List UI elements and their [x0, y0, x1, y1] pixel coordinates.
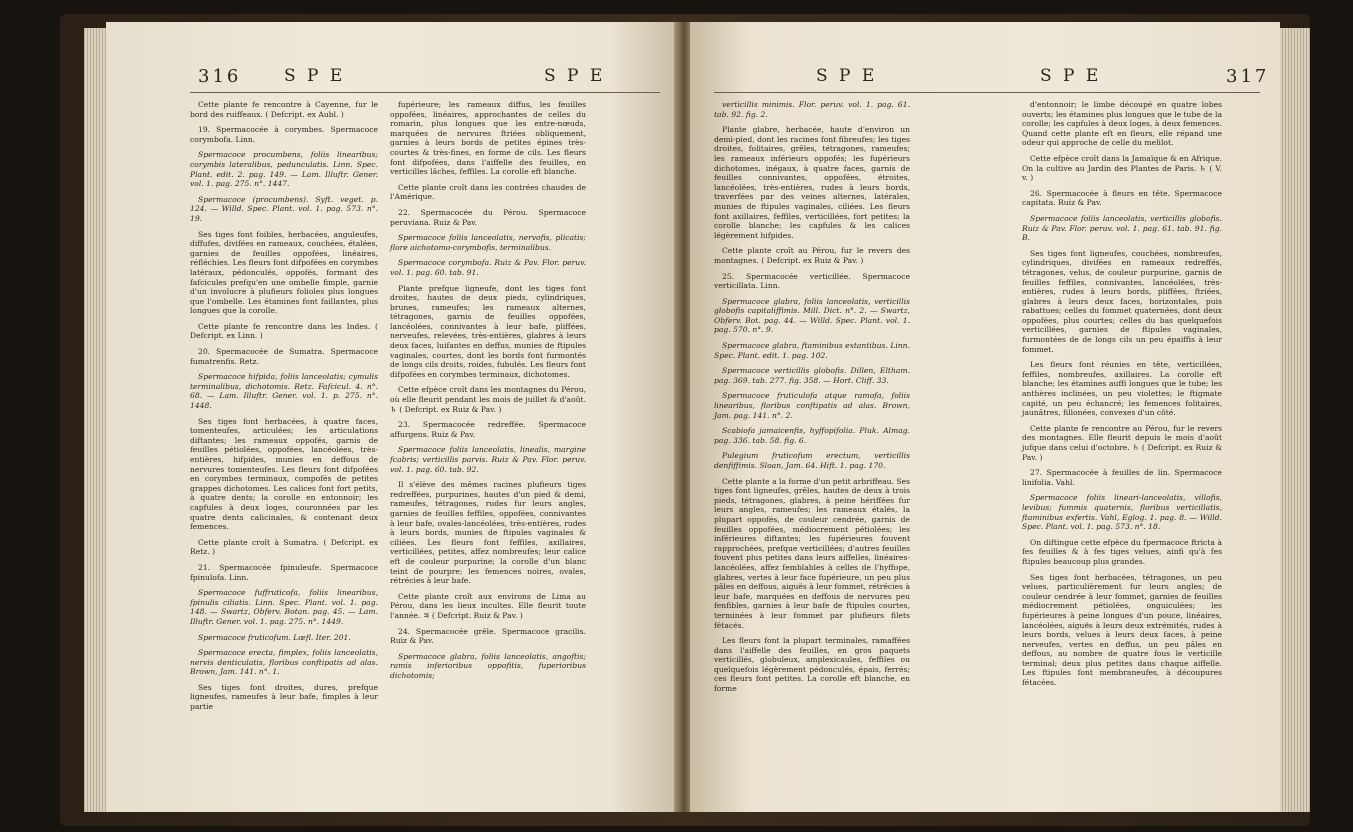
col2-para: Spermacoce foliis lanceolatis, nervofis, plicatis; flore aichotomo-corymbofis, terminalibus. [390, 233, 586, 252]
column-4 [1022, 100, 1222, 694]
col2-para: Cette plante croît aux environs de Lima au Pérou, dans les lieux incultes. Elle fleurit toute l'année. ♃ ( Defcript. Ruiz & Pav. ) [390, 591, 586, 620]
col3-para: verticillis minimis. Flor. peruv. vol. 1. pag. 61. tab. 92. fig. 2. [714, 100, 910, 119]
right-header-rule [714, 92, 1260, 93]
col3-para: Spermacoce fruticulofa atque ramofa, foliis linearibus, floribus conftipatis ad alas. Brown, Jam. pag. 141. n°. 2. [714, 391, 910, 420]
col4-para: Spermacoce foliis lanceolatis, verticillis globofis. Ruiz & Pav. Flor. peruv. vol. 1. pag. 61. tab. 91. fig. B. [1022, 213, 1222, 243]
col2-para: Cette efpèce croît dans les montagnes du Pérou, où elle fleurit pendant les mois de juillet & d'août. ♄ ( Defcript. ex Ruiz & Pav. ) [390, 385, 586, 414]
col3-para: Spermacoce glabra, ftaminibus extantibus. Linn. Spec. Plant. edit. 1. pag. 102. [714, 341, 910, 360]
col3-para: Les fleurs font la plupart terminales, ramaffées dans l'aiffelle des feuilles, en gros paquets verticillés, globuleux, amplexicaules, feffiles ou quelquefois légèrement pédonculés, épais, ferrés; ces fleurs font petites. La corolle eft blanche, en forme [714, 636, 910, 694]
col2-para: Plante prefque ligneufe, dont les tiges font droites, hautes de deux pieds, cylindriques, brunes, rameufes; les rameaux alternes, tétragones, garnis de feuilles oppofées, lancéolées, connivantes à leur bafe, pliffées, nerveufes, relevées, très-entières, glabres à leurs deux faces, luifantes en deffus, munies de ftipules vaginales, courtes, dont les bords font furmontés de longs cils droits, roides, fubulés. Les fleurs font difpofées en corymbes terminaux, dichotomes. [390, 283, 586, 379]
left-page-edges [84, 28, 108, 812]
col3-para: Pulegium fruticofum erectum, verticillis denfiffimis. Sloan, Jam. 64. Hift. 1. pag. 170. [714, 451, 910, 470]
col4-para: Les fleurs font réunies en tête, verticillées, feffiles, nombreufes, axillaires. La corolle eft blanche; les étamines auffi longues que le tube; les anthères inclinées, un peu violettes; le ftigmate capité, un peu échancré; les femences folitaires, jaunâtres, fillonées, convexes d'un côté. [1022, 360, 1222, 418]
column-1 [190, 100, 378, 718]
right-page-edges [1280, 28, 1310, 812]
col3-para: 25. Spermacocée verticillée. Spermacoce verticillata. Linn. [714, 271, 910, 291]
col1-para: Spermacoce fuffruticofa, foliis linearibus, fpinulis ciliatis. Linn. Spec. Plant. vol. 1. pag. 148. — Swartz, Obferv. Botan. pag. 45. — Lam. Illuftr. Gener. vol. 1. pag. 275. n°. 1449. [190, 588, 378, 626]
right-page-number: 317 [1226, 66, 1270, 87]
col2-para: Spermacoce corymbofa. Ruiz & Pav. Flor. peruv. vol. 1. pag. 60. tab. 91. [390, 258, 586, 277]
left-running-title: S P E [284, 66, 346, 86]
col4-para: Spermacoce foliis lineari-lanceolatis, villofis, levibus; fummis quaternis, floribus verticillatis, ftaminibus exfertis. Vahl, Eglog. 1. pag. 8. — Willd. Spec. Plant. vol. 1. pag. 573. n°. 18. [1022, 493, 1222, 532]
column-2 [390, 100, 586, 686]
col3-para: Scabiofa jamaicenfis, hyffopifolia. Pluk. Almag. pag. 336. tab. 58. fig. 6. [714, 426, 910, 445]
col3-para: Spermacoce glabra, foliis lanceolatis, verticillis globofis capitaliffimis. Mill. Dict. n°. 2. — Swartz, Obferv. Bot. pag. 44. — Willd. Spec. Plant. vol. 1. pag. 570. n°. 9. [714, 296, 910, 335]
col2-para: Spermacoce foliis lanceolatis, linealis, margine fcabris; verticillis parvis. Ruiz & Pav. Flor. peruv. vol. 1. pag. 60. tab. 92. [390, 445, 586, 474]
col2-para: 23. Spermacocée redreffée. Spermacoce affurgens. Ruiz & Pav. [390, 420, 586, 439]
col4-para: d'entonnoir; le limbe découpé en quatre lobes ouverts; les étamines plus longues que le tube de la corolle; les capfules à deux loges, à deux femences. Quand cette plante eft en fleurs, elle répand une odeur qui approche de celle du melilot. [1022, 100, 1222, 148]
col1-para: Ses tiges font herbacées, à quatre faces, tomenteufes, articulées; les articulations diftantes; les rameaux oppofés, garnis de feuilles pétiolées, oppofées, lancéolées, très-entières, hifpides, munies en deffous de nervures tomenteufes. Les fleurs font difpofées en corymbes terminaux, compofés de petites grappes dichotomes. Les calices font fort petits, à quatre dents; la corolle en entonnoir; les capfules à deux loges, couronnées par les quatre dents calicinales, & contenant deux femences. [190, 416, 378, 532]
col1-para: Cette plante fe rencontre à Cayenne, fur le bord des ruiffeaux. ( Defcript. ex Aubl. ) [190, 100, 378, 119]
col4-para: 26. Spermacocée à fleurs en tête. Spermacoce capitata. Ruiz & Pav. [1022, 188, 1222, 208]
col1-para: Spermacoce procumbens, foliis linearibus; corymbis lateralibus, pedunculatis. Linn. Spec. Plant. edit. 2. pag. 149. — Lam. Illuftr. Gener. vol. 1. pag. 275. n°. 1447. [190, 150, 378, 189]
right-column-title: S P E [816, 66, 878, 86]
col4-para: Cette efpèce croît dans la Jamaïque & en Afrique. On la cultive au Jardin des Plantes de Paris. ♄ ( V. v. ) [1022, 153, 1222, 183]
col3-para: Cette plante a la forme d'un petit arbriffeau. Ses tiges font ligneufes, grêles, hautes de deux à trois pieds, tétragones, glabres, à peine hériffées fur leurs angles, rameufes; les rameaux étalés, la plupart oppofés, de couleur cendrée, garnis de feuilles oppofées, médiocrement pétiolées; les inférieures diftantes; les fupérieures fouvent rapprochées, prefque verticillées; d'autres feuilles fouvent plus petites dans leurs aiffelles, linéaires-lancéolées, affez femblables à celles de l'hyffope, glabres, vertes à leur face fupérieure, un peu plus pâles en deffous, aiguës à leur fommet, rétrécies à leur bafe, marquées en deffous de nervures peu fenfibles, garnies à leur bafe de ftipules courtes, terminées à leur fommet par plufieurs filets fétacés. [714, 476, 910, 630]
col1-para: Cette plante croît à Sumatra. ( Defcript. ex Retz. ) [190, 537, 378, 557]
col2-para: Cette plante croît dans les contrées chaudes de l'Amérique. [390, 182, 586, 202]
col4-para: 27. Spermacocée à feuilles de lin. Spermacoce linifolia. Vahl. [1022, 468, 1222, 487]
col1-para: 19. Spermacocée à corymbes. Spermacoce corymbofa. Linn. [190, 125, 378, 144]
col2-para: Spermacoce glabra, foliis lanceolatis, angoftis; ramis inferioribus oppofitis, fuperioribus dichotomis; [390, 651, 586, 680]
col1-para: Spermacoce fruticofum. Lœfl. Iter. 201. [198, 632, 351, 642]
col1-para: 21. Spermacocée fpinuleufe. Spermacoce fpinulofa. Linn. [190, 562, 378, 582]
col3-para: Plante glabre, herbacée, haute d'environ un demi-pied, dont les racines font fibreufes; les tiges droites, folitaires, grêles, tétragones, rameufes; les rameaux inférieurs oppofés; les fupérieurs dichotomes, inégaux, à quatre faces, garnis de feuilles connivantes, oppofées, étroites, lancéolées, très-entières, rudes à leurs bords, traverfées par des veines alternes, latérales, munies de ftipules vaginales, ciliées. Les fleurs font axillaires, feffiles, verticillées, fort petites; la corolle blanche; les capfules & les calices légèrement hifpides. [714, 125, 910, 240]
col2-para: fupérieure; les rameaux diffus, les feuilles oppofées, linéaires, approchantes de celles du romarin, plus longues que les entre-nœuds, marquées de nervures ftriées obliquement, garnies à leurs bords de petites épines très-courtes & très-fines, en forme de cils. Les fleurs font difpofées, dans l'aiffelle des feuilles, en verticilles lâches, feffiles. La corolle eft blanche. [390, 100, 586, 177]
col1-para: Spermacoce erecta, fimplex, foliis lanceolatis, nervis denticulatis, floribus conftipatis ad alas. Brown, Jam. 141. n°. 1. [190, 648, 378, 677]
left-header-rule [190, 92, 660, 93]
col4-para: Cette plante fe rencontre au Pérou, fur le revers des montagnes. Elle fleurit depuis le mois d'août jufque dans celui d'octobre. ♄ ( Defcript. ex Ruiz & Pav. ) [1022, 423, 1222, 462]
col1-para: Ses tiges font droites, dures, prefque ligneufes, rameufes à leur bafe, fimples à leur partie [190, 682, 378, 712]
col1-para: 20. Spermacocée de Sumatra. Spermacoce fumatrenfis. Retz. [190, 347, 378, 366]
right-page [690, 22, 1280, 812]
col1-para: Cette plante fe rencontre dans les Indes. ( Defcript. ex Linn. ) [190, 321, 378, 341]
col3-para: Cette plante croît au Pérou, fur le revers des montagnes. ( Defcript. ex Ruiz & Pav. ) [714, 246, 910, 265]
col4-para: Ses tiges font ligneufes, couchées, nombreufes, cylindriques, divifées en rameaux redreffés, tétragones, velus, de couleur purpurine, garnis de feuilles feffiles, connivantes, lancéolées, très-entières, rudes à leurs bords, pliffées, ftriées, glabres à leurs deux faces, horizontales, puis rabattues; celles du fommet quaternées, dont deux oppofées, plus courtes; celles du bas quelquefois verticillées, garnies de ftipules vaginales, furmontées de de longs cils un peu épaiffis à leur fommet. [1022, 248, 1222, 354]
col2-para: 22. Spermacocée du Pérou. Spermacoce peruviana. Ruiz & Pav. [390, 207, 586, 227]
left-column-title: S P E [544, 66, 606, 86]
col1-para: Ses tiges font foibles, herbacées, anguleufes, diffufes, divifées en rameaux, couchées, étalées, garnies de feuilles oppofées, linéaires, réfléchies. Les fleurs font difpofées en corymbes latéraux, pédonculés, oppofés, formant des fafcicules prefqu'en une ombelle fimple, garnie d'un involucre à plufieurs folioles plus longues que l'ombelle. Les étamines font faillantes, plus longues que la corolle. [190, 229, 378, 316]
col1-para: Spermacoce (procumbens). Syft. veget. p. 124. — Willd. Spec. Plant. vol. 1. pag. 573. n°. 19. [190, 194, 378, 223]
left-page [106, 22, 678, 812]
col4-para: On diftingue cette efpèce du fpermacoce ftricta à fes feuilles & à fes tiges velues, ainfi qu'à fes ftipules beaucoup plus grandes. [1022, 537, 1222, 566]
col3-para: Spermacoce verticillis globofis. Dillen, Eltham. pag. 369. tab. 277. fig. 358. — Hort. Cliff. 33. [714, 366, 910, 385]
col2-para: 24. Spermacocée grêle. Spermacoce gracilis. Ruiz & Pav. [390, 626, 586, 646]
column-3 [714, 100, 910, 700]
right-running-title: S P E [1040, 66, 1102, 86]
left-page-number: 316 [198, 66, 242, 87]
col1-para: Spermacoce hifpida, foliis lanceolatis; cymulis terminalibus, dichotomis. Retz. Fafcicul. 4. n°. 68. — Lam. Illuftr. Gener. vol. 1. p. 275. n°. 1448. [190, 372, 378, 411]
col4-para: Ses tiges font herbacées, tétragones, un peu velues, particulièrement fur leurs angles; de couleur cendrée à leur fommet, garnies de feuilles médiocrement pétiolées, onguiculées; les fupérieures à peine longues d'un pouce, linéaires, lancéolées, aiguës à leurs deux extrémités, rudes à leurs bords, velues à leurs deux faces, à peine nerveufes, vertes en deffus, un peu pâles en deffous, au nombre de quatre fous le verticille terminal; deux plus petites dans chaque aiffelle. Les ftipules font membraneufes, à découpures fétacées. [1022, 572, 1222, 688]
col2-para: Il s'élève des mêmes racines plufieurs tiges redreffées, purpurines, hautes d'un pied & demi, rameufes, tétragones, rudes fur leurs angles, garnies de feuilles feffiles, oppofées, connivantes à leur bafe, ovales-lancéolées, très-entières, rudes à leurs bords, munies de ftipules vaginales & ciliées. Les fleurs font feffiles, axillaires, verticillées, petites, affez nombreufes; leur calice eft de couleur purpurine; la corolle d'un blanc teint de pourpre; les femences noires, ovales, rétrécies à leur bafe. [390, 480, 586, 586]
